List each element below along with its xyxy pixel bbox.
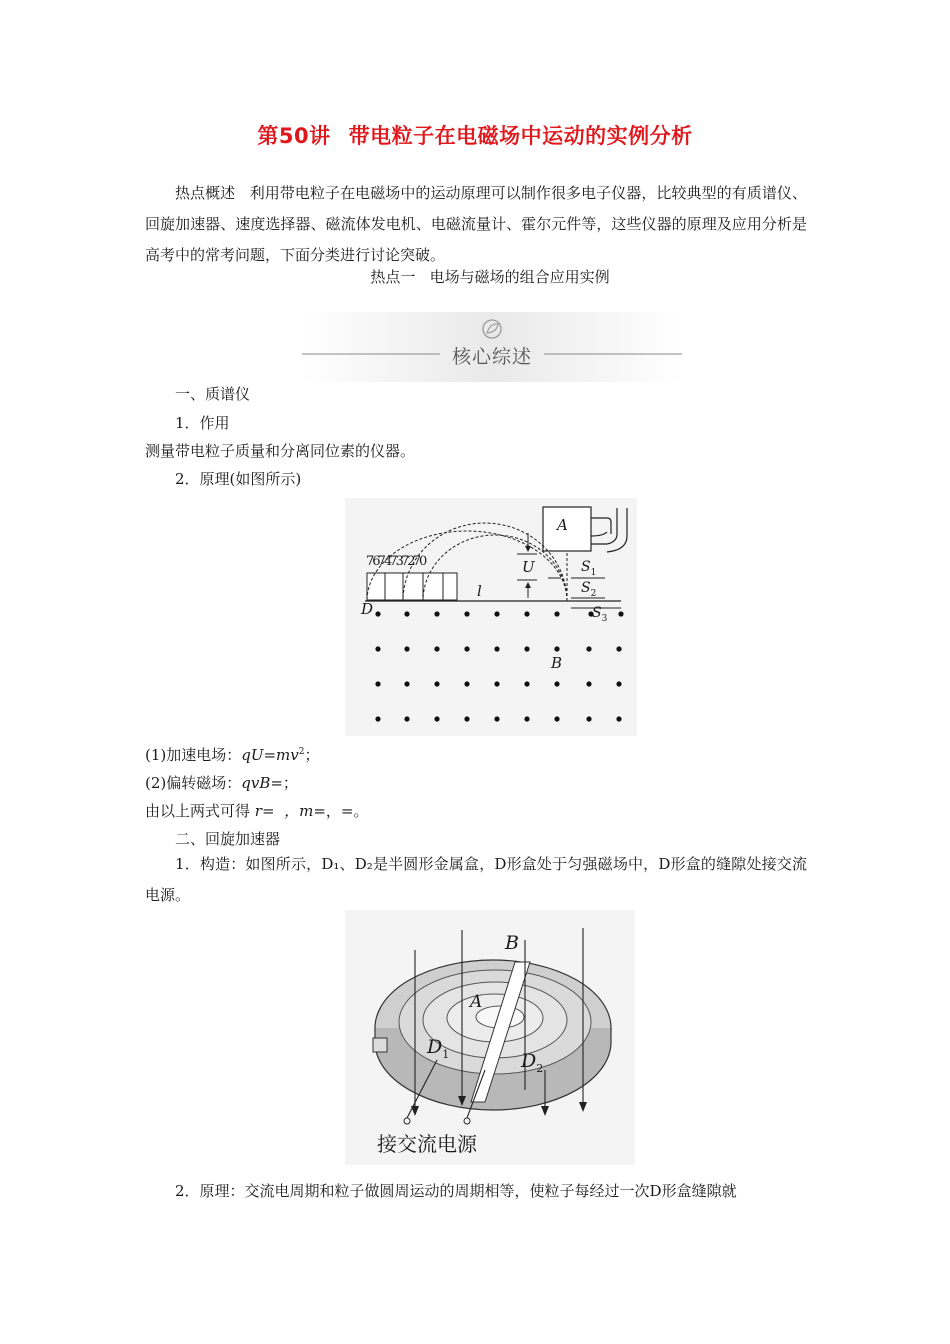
overview-text: 利用带电粒子在电磁场中的运动原理可以制作很多电子仪器，比较典型的有质谱仪、回旋加速器、速度选择器、磁流体发电机、电磁流量计、霍尔元件等，这些仪器的原理及应用分析是高考中的常考问题，下面分类进行讨论突破。 — [145, 184, 807, 264]
page-title — [0, 120, 950, 150]
hotspot-label: 热点一 — [370, 268, 416, 286]
equation-1: (1)加速电场：$qU=mv^2$； — [145, 746, 320, 764]
hotspot-title: 电场与磁场的组合应用实例 — [429, 268, 610, 286]
fig1-label-D: D — [361, 600, 374, 618]
core-summary-banner — [300, 312, 684, 382]
lecture-number: 第50讲 — [257, 124, 331, 148]
equation-2: (2)偏转磁场：qvB=； — [145, 774, 298, 792]
fig1-scale-labels: 76 74 73 72 70 — [366, 554, 426, 569]
cyclotron-figure — [345, 910, 635, 1165]
fig1-label-S2: $S_2$ — [581, 580, 597, 599]
fig1-label-S3: $S_3$ — [592, 605, 608, 624]
banner-text: 核心综述 — [451, 346, 532, 368]
fig2-label-D1: $D_1$ — [427, 1036, 450, 1061]
fig2-label-A: A — [470, 992, 483, 1012]
fig1-label-S1: $S_1$ — [581, 559, 597, 578]
equation-3: 由以上两式可得 r= ，m=，=。 — [145, 802, 369, 820]
fig2-caption: 接交流电源 — [377, 1132, 477, 1156]
overview-paragraph — [145, 178, 807, 271]
section-1-item-1-title: 1．作用 — [175, 414, 230, 432]
lecture-topic: 带电粒子在电磁场中运动的实例分析 — [348, 124, 693, 148]
fig1-label-U: U — [522, 558, 535, 576]
section-2-item-2: 2．原理：交流电周期和粒子做圆周运动的周期相等，使粒子每经过一次D形盒缝隙就 — [175, 1182, 737, 1200]
section-1-heading: 一、质谱仪 — [175, 385, 251, 403]
section-1-item-2-title: 2．原理(如图所示) — [175, 470, 302, 488]
section-2-item-1: 1．构造：如图所示，D₁、D₂是半圆形金属盒，D形盒处于匀强磁场中，D形盒的缝隙处接交流电源。 — [145, 855, 807, 904]
overview-label: 热点概述 — [175, 184, 236, 202]
fig1-label-l: l — [477, 582, 482, 600]
fig2-label-D2: $D_2$ — [521, 1050, 544, 1075]
mass-spectrometer-figure — [345, 498, 637, 736]
section-2-heading: 二、回旋加速器 — [175, 830, 281, 848]
cyclotron-diagram — [345, 910, 635, 1165]
fig2-label-B: B — [505, 932, 519, 954]
hotspot-heading — [0, 266, 950, 287]
section-1-item-1-text: 测量带电粒子质量和分离同位素的仪器。 — [145, 442, 416, 460]
fig1-label-B: B — [551, 654, 563, 672]
fig1-label-A: A — [557, 516, 568, 534]
